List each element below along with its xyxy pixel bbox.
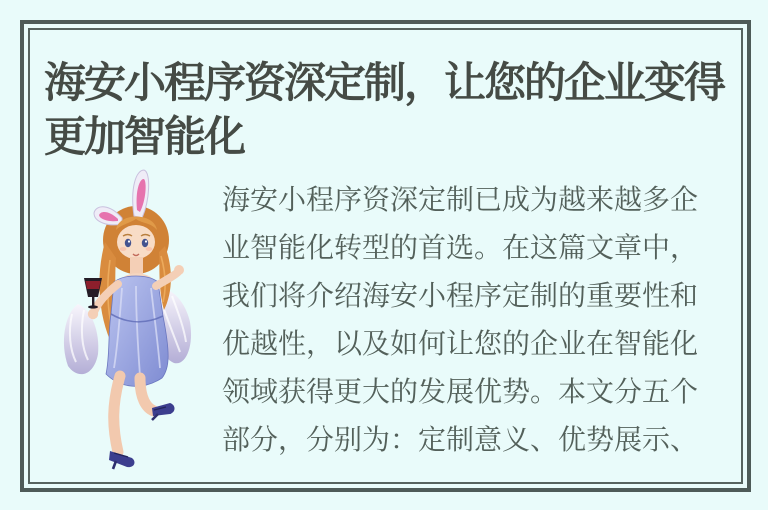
decorative-inner-frame: [28, 28, 743, 484]
article-line-4: 优越性，以及如何让您的企业在智能化: [222, 328, 699, 359]
article-line-3: 我们将介绍海安小程序定制的重要性和: [222, 280, 699, 311]
article-line-1: 海安小程序资深定制已成为越来越多企: [222, 184, 699, 215]
article-line-2: 业智能化转型的首选。在这篇文章中，: [222, 232, 699, 263]
page-title-line-2: 更加智能化: [44, 112, 245, 161]
article-line-6: 部分，分别为：定制意义、优势展示、: [222, 424, 699, 455]
decorative-outer-frame: [20, 20, 751, 492]
article-line-5: 领域获得更大的发展优势。本文分五个: [222, 376, 699, 407]
page-title-line-1: 海安小程序资深定制，让您的企业变得: [44, 58, 725, 107]
